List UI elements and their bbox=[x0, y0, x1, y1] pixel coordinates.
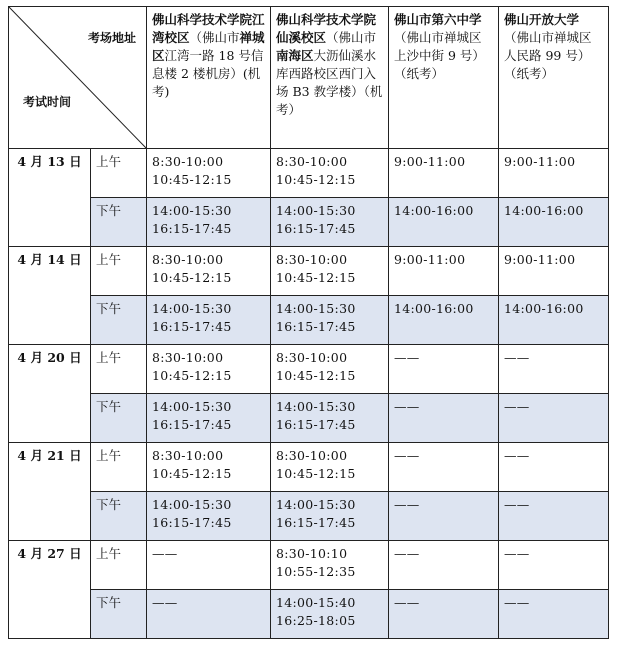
schedule-row bbox=[9, 492, 609, 541]
time-slot-cell: 14:00-16:00 bbox=[499, 296, 609, 345]
schedule-row bbox=[9, 345, 609, 394]
venue-header-xianxi: 佛山科学技术学院仙溪校区（佛山市南海区大沥仙溪水库西路校区西门入场 B3 教学楼）（机考） bbox=[271, 7, 389, 149]
time-slot-cell: 8:30-10:00 10:45-12:15 bbox=[147, 149, 271, 198]
time-slot-cell: 8:30-10:00 10:45-12:15 bbox=[271, 149, 389, 198]
time-slot-cell: 14:00-15:30 16:15-17:45 bbox=[271, 394, 389, 443]
time-slot-cell: 9:00-11:00 bbox=[499, 247, 609, 296]
venue-header-open-university: 佛山开放大学（佛山市禅城区人民路 99 号）（纸考） bbox=[499, 7, 609, 149]
period-afternoon: 下午 bbox=[91, 296, 147, 345]
schedule-row bbox=[9, 149, 609, 198]
time-slot-cell: 14:00-15:30 16:15-17:45 bbox=[271, 296, 389, 345]
time-slot-cell: 14:00-16:00 bbox=[389, 296, 499, 345]
time-slot-cell: 14:00-15:30 16:15-17:45 bbox=[147, 198, 271, 247]
time-slot-cell: 8:30-10:00 10:45-12:15 bbox=[147, 443, 271, 492]
time-slot-cell: 8:30-10:10 10:55-12:35 bbox=[271, 541, 389, 590]
time-slot-cell: —— bbox=[499, 541, 609, 590]
time-slot-cell: 14:00-16:00 bbox=[389, 198, 499, 247]
time-slot-cell: 8:30-10:00 10:45-12:15 bbox=[147, 345, 271, 394]
schedule-row bbox=[9, 296, 609, 345]
time-slot-cell: —— bbox=[389, 443, 499, 492]
time-slot-cell: 9:00-11:00 bbox=[389, 247, 499, 296]
time-slot-cell: 14:00-15:30 16:15-17:45 bbox=[147, 492, 271, 541]
time-slot-cell: —— bbox=[389, 590, 499, 639]
schedule-row bbox=[9, 443, 609, 492]
period-morning: 上午 bbox=[91, 247, 147, 296]
time-slot-cell: —— bbox=[499, 492, 609, 541]
time-slot-cell: 8:30-10:00 10:45-12:15 bbox=[271, 247, 389, 296]
time-slot-cell: 14:00-15:40 16:25-18:05 bbox=[271, 590, 389, 639]
time-slot-cell: —— bbox=[499, 590, 609, 639]
schedule-row bbox=[9, 590, 609, 639]
period-morning: 上午 bbox=[91, 443, 147, 492]
exam-schedule-table bbox=[8, 6, 609, 639]
period-afternoon: 下午 bbox=[91, 198, 147, 247]
schedule-row bbox=[9, 394, 609, 443]
time-slot-cell: 9:00-11:00 bbox=[499, 149, 609, 198]
time-slot-cell: 14:00-15:30 16:15-17:45 bbox=[147, 296, 271, 345]
time-slot-cell: 8:30-10:00 10:45-12:15 bbox=[271, 345, 389, 394]
time-slot-cell: —— bbox=[389, 394, 499, 443]
time-slot-cell: —— bbox=[389, 492, 499, 541]
time-slot-cell: —— bbox=[499, 394, 609, 443]
time-slot-cell: 8:30-10:00 10:45-12:15 bbox=[147, 247, 271, 296]
exam-date: 4 月 21 日 bbox=[9, 443, 91, 541]
venue-header-no6-middle-school: 佛山市第六中学（佛山市禅城区上沙中街 9 号）（纸考） bbox=[389, 7, 499, 149]
time-slot-cell: 9:00-11:00 bbox=[389, 149, 499, 198]
header-row bbox=[9, 7, 609, 149]
exam-date: 4 月 27 日 bbox=[9, 541, 91, 639]
location-axis-label: 考场地址 bbox=[87, 31, 136, 45]
time-slot-cell: 14:00-15:30 16:15-17:45 bbox=[147, 394, 271, 443]
time-slot-cell: 14:00-15:30 16:15-17:45 bbox=[271, 492, 389, 541]
time-slot-cell: —— bbox=[389, 541, 499, 590]
time-slot-cell: 14:00-15:30 16:15-17:45 bbox=[271, 198, 389, 247]
corner-header-cell bbox=[9, 7, 147, 149]
schedule-row bbox=[9, 198, 609, 247]
period-morning: 上午 bbox=[91, 345, 147, 394]
exam-date: 4 月 20 日 bbox=[9, 345, 91, 443]
period-morning: 上午 bbox=[91, 149, 147, 198]
time-slot-cell: 14:00-16:00 bbox=[499, 198, 609, 247]
period-afternoon: 下午 bbox=[91, 492, 147, 541]
period-afternoon: 下午 bbox=[91, 394, 147, 443]
time-slot-cell: —— bbox=[499, 345, 609, 394]
time-slot-cell: —— bbox=[499, 443, 609, 492]
time-slot-cell: —— bbox=[147, 590, 271, 639]
exam-date: 4 月 13 日 bbox=[9, 149, 91, 247]
schedule-row bbox=[9, 247, 609, 296]
time-slot-cell: 8:30-10:00 10:45-12:15 bbox=[271, 443, 389, 492]
time-slot-cell: —— bbox=[389, 345, 499, 394]
period-morning: 上午 bbox=[91, 541, 147, 590]
period-afternoon: 下午 bbox=[91, 590, 147, 639]
schedule-row bbox=[9, 541, 609, 590]
time-slot-cell: —— bbox=[147, 541, 271, 590]
exam-date: 4 月 14 日 bbox=[9, 247, 91, 345]
venue-header-jiangwan: 佛山科学技术学院江湾校区（佛山市禅城区江湾一路 18 号信息楼 2 楼机房）(机考) bbox=[147, 7, 271, 149]
time-axis-label: 考试时间 bbox=[23, 95, 72, 109]
